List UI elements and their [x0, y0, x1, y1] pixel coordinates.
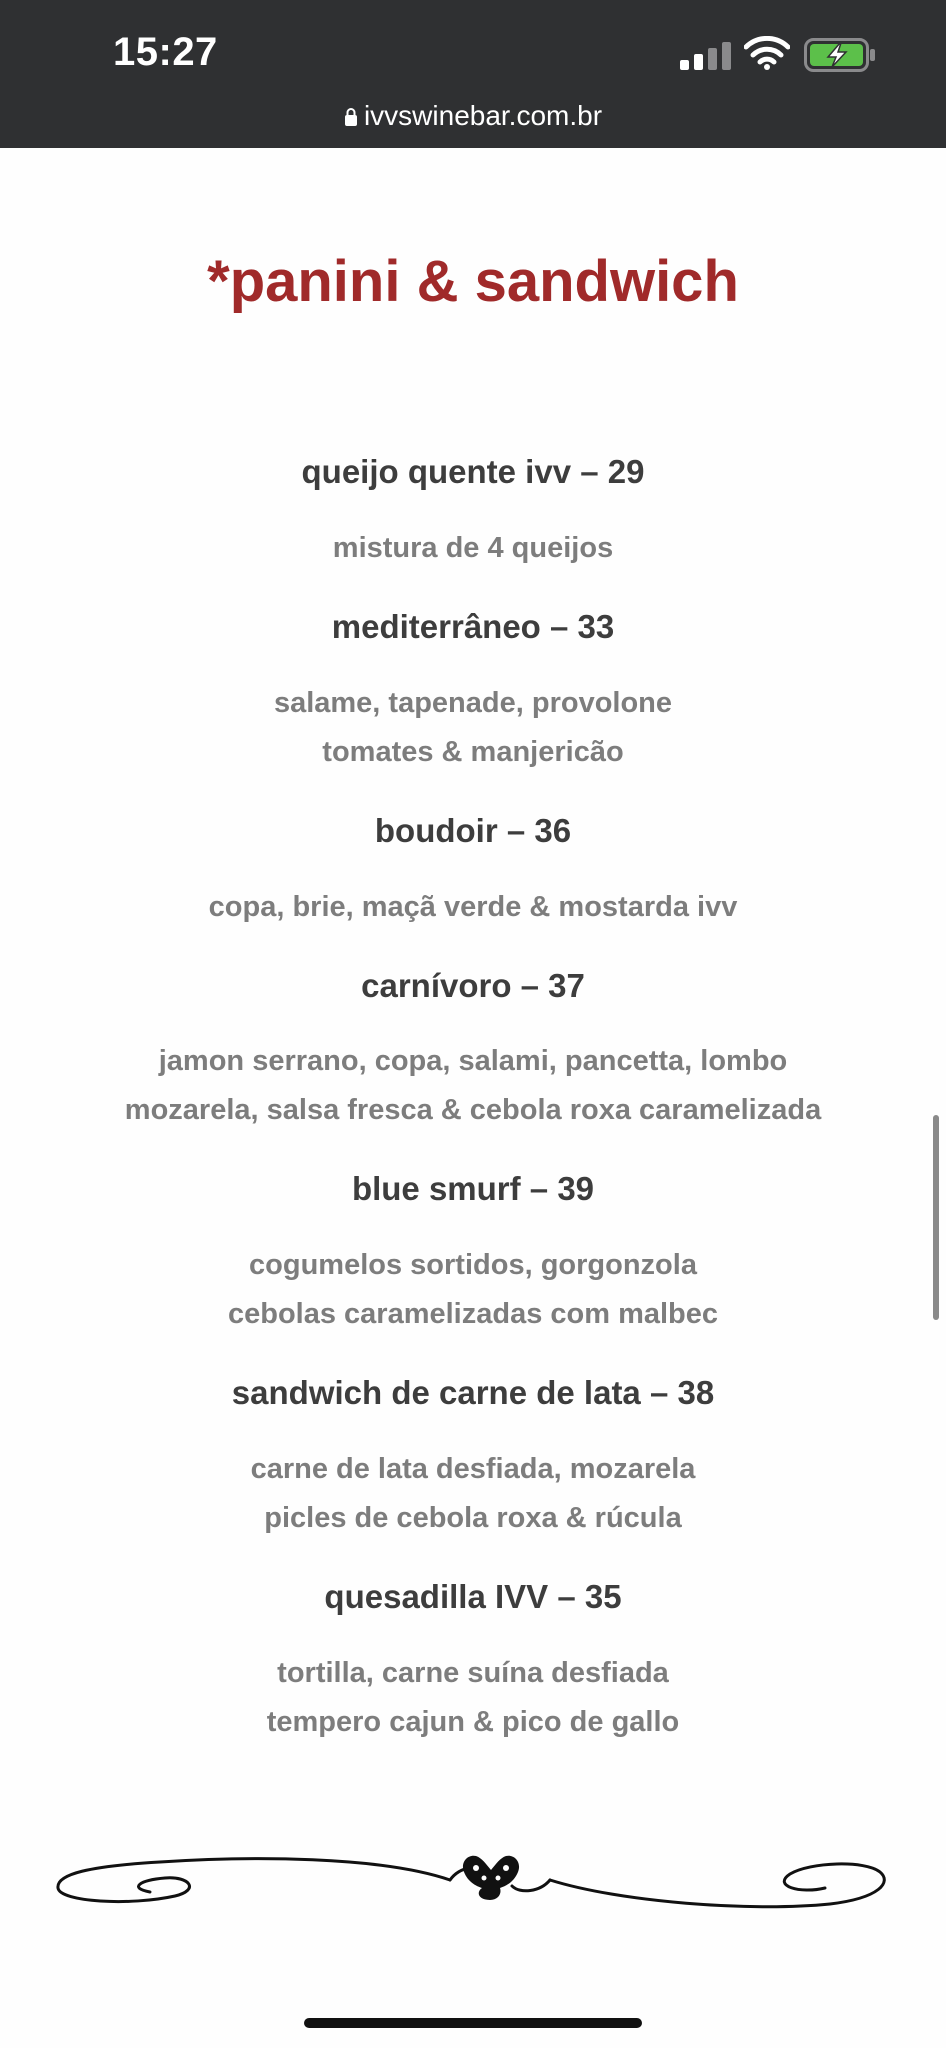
decorative-swirl-divider-icon [50, 1836, 896, 1916]
menu-item-name: queijo quente ivv – 29 [301, 453, 645, 490]
menu-item-name: carnívoro – 37 [361, 967, 585, 1004]
menu-item-description: salame, tapenade, provolone tomates & manjericão [273, 687, 673, 768]
status-bar [0, 0, 946, 148]
menu-item-description: carne de lata desfiada, mozarela picles de cebola roxa & rúcula [250, 1453, 696, 1534]
menu-item-description: cogumelos sortidos, gorgonzola cebolas caramelizadas com malbec [227, 1249, 719, 1330]
url-text: ivvswinebar.com.br [363, 100, 603, 131]
battery-charging-icon [804, 38, 876, 72]
menu-item-name: boudoir – 36 [374, 812, 572, 849]
menu-item-name: sandwich de carne de lata – 38 [231, 1374, 715, 1411]
menu-item-name: blue smurf – 39 [351, 1170, 595, 1207]
status-time: 15:27 [113, 30, 218, 74]
menu-section-title: *panini & sandwich [207, 249, 739, 314]
menu-item-name: mediterrâneo – 33 [331, 608, 615, 645]
menu-item-description: tortilla, carne suína desfiada tempero cajun & pico de gallo [266, 1657, 680, 1738]
lock-icon [344, 107, 358, 127]
menu-item-name: quesadilla IVV – 35 [324, 1578, 622, 1615]
cellular-signal-icon [680, 42, 732, 70]
wifi-icon [744, 36, 790, 70]
scrollbar-thumb[interactable] [933, 1115, 939, 1320]
home-indicator[interactable] [304, 2018, 642, 2028]
menu-item-description: mistura de 4 queijos [332, 532, 614, 564]
menu-item-description: copa, brie, maçã verde & mostarda ivv [208, 891, 738, 923]
menu-item-description: jamon serrano, copa, salami, pancetta, lombo mozarela, salsa fresca & cebola roxa caramelizada [124, 1045, 822, 1126]
address-bar[interactable] [0, 100, 946, 132]
